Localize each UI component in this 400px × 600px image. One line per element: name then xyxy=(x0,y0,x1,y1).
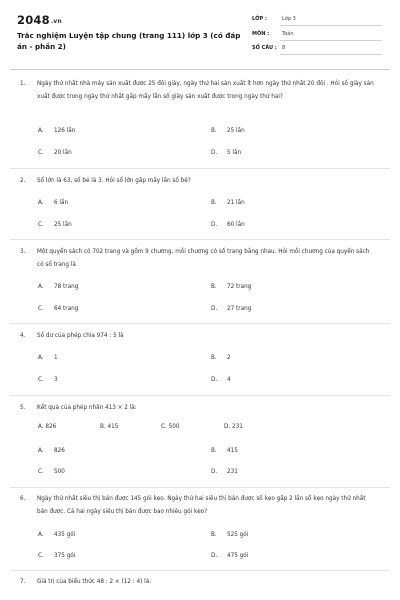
question-text: Số dư của phép chia 974 : 5 là xyxy=(37,333,124,339)
inline-choice-b: B. 415 xyxy=(100,424,119,430)
inline-choice-c: C. 500 xyxy=(161,424,180,430)
option-c[interactable]: C. 375 gói xyxy=(38,553,76,559)
info-underline xyxy=(280,40,382,41)
question-1 xyxy=(20,78,375,118)
question-number: 4. xyxy=(20,333,26,339)
question-separator xyxy=(10,487,390,488)
question-5 xyxy=(20,402,375,415)
question-number: 3. xyxy=(20,249,26,255)
option-d[interactable]: D. 231 xyxy=(211,469,238,475)
info-count-value: 8 xyxy=(282,45,286,51)
worksheet-header xyxy=(0,0,400,66)
option-b[interactable]: B. 25 lần xyxy=(211,128,245,134)
option-b[interactable]: B. 21 lần xyxy=(211,200,245,206)
option-a[interactable]: A. 126 lần xyxy=(38,128,76,134)
info-subject-label: MÔN : xyxy=(252,31,270,37)
question-text: Ngày thứ nhất siêu thị bán được 145 gói kẹo. Ngày thứ hai siêu thị bán được số kẹo gấp 2 lần số kẹo ngày thứ nhất bán được. Cả hai ngày siêu thị bán được bao nhiêu gói kẹo? xyxy=(37,496,366,515)
question-number: 6. xyxy=(20,496,26,502)
question-text: Số lớn là 63, số bé là 3. Hỏi số lớn gấp mấy lần số bé? xyxy=(37,178,191,184)
question-separator xyxy=(10,570,390,571)
option-d[interactable]: D. 5 lần xyxy=(211,150,242,156)
option-a[interactable]: A. 6 lần xyxy=(38,200,69,206)
question-text: Ngày thứ nhất nhà máy sản xuất được 25 đôi giày, ngày thứ hai sản xuất ít hơn ngày thứ nhất 20 đôi . Hỏi số giày sản xuất được trong ngày thứ nhất gấp mấy lần số giày sản xuất được trong ngày thứ hai? xyxy=(37,81,374,100)
info-class xyxy=(252,14,382,26)
question-text: Giá trị của biểu thức 48 : 2 × (12 : 4) là: xyxy=(37,579,152,585)
option-d[interactable]: D. 27 trang xyxy=(211,306,252,312)
option-a[interactable]: A. 78 trang xyxy=(38,284,79,290)
option-c[interactable]: C. 25 lần xyxy=(38,222,72,228)
info-class-value: Lớp 3 xyxy=(282,16,296,22)
option-b[interactable]: B. 72 trang xyxy=(211,284,252,290)
inline-choice-a: A. 826 xyxy=(38,424,57,430)
question-text: Kết quả của phép nhân 413 × 2 là: xyxy=(37,405,137,411)
question-number: 1. xyxy=(20,81,26,87)
option-d[interactable]: D. 60 lần xyxy=(211,222,245,228)
option-d[interactable]: D. 475 gói xyxy=(211,553,249,559)
info-question-count xyxy=(252,43,382,55)
question-separator xyxy=(10,323,390,324)
question-2 xyxy=(20,175,375,188)
option-b[interactable]: B. 2 xyxy=(211,355,231,361)
logo-suffix: .vn xyxy=(50,18,62,25)
option-d[interactable]: D. 4 xyxy=(211,377,231,383)
question-separator xyxy=(10,239,390,240)
question-separator xyxy=(10,395,390,396)
option-c[interactable]: C. 20 lần xyxy=(38,150,72,156)
question-number: 7. xyxy=(20,579,26,585)
question-text: Một quyển sách có 702 trang và gồm 9 chương, mỗi chương có số trang bằng nhau. Hỏi mỗi chương của quyển sách có số trang là xyxy=(37,249,370,268)
question-6 xyxy=(20,493,375,520)
option-c[interactable]: C. 500 xyxy=(38,469,65,475)
option-b[interactable]: B. 525 gói xyxy=(211,532,249,538)
logo-main: 2048 xyxy=(17,13,50,27)
option-b[interactable]: B. 415 xyxy=(211,448,238,454)
option-c[interactable]: C. 64 trang xyxy=(38,306,79,312)
question-number: 5. xyxy=(20,405,26,411)
worksheet-title: Trắc nghiệm Luyện tập chung (trang 111) lớp 3 (có đáp án - phần 2) xyxy=(17,31,241,51)
question-number: 2. xyxy=(20,178,26,184)
info-subject xyxy=(252,29,382,41)
inline-choice-d: D. 231 xyxy=(224,424,243,430)
question-3 xyxy=(20,246,375,273)
site-logo[interactable] xyxy=(17,13,62,27)
question-separator xyxy=(10,168,390,169)
option-c[interactable]: C. 3 xyxy=(38,377,58,383)
info-subject-value: Toán xyxy=(282,31,294,37)
question-4 xyxy=(20,330,375,343)
option-a[interactable]: A. 1 xyxy=(38,355,58,361)
question-7 xyxy=(20,576,375,589)
info-underline xyxy=(280,54,382,55)
info-count-label: SỐ CÂU : xyxy=(252,45,277,51)
header-divider xyxy=(10,69,390,70)
info-underline xyxy=(280,25,382,26)
option-a[interactable]: A. 826 xyxy=(38,448,65,454)
option-a[interactable]: A. 435 gói xyxy=(38,532,76,538)
info-class-label: LỚP : xyxy=(252,16,267,22)
